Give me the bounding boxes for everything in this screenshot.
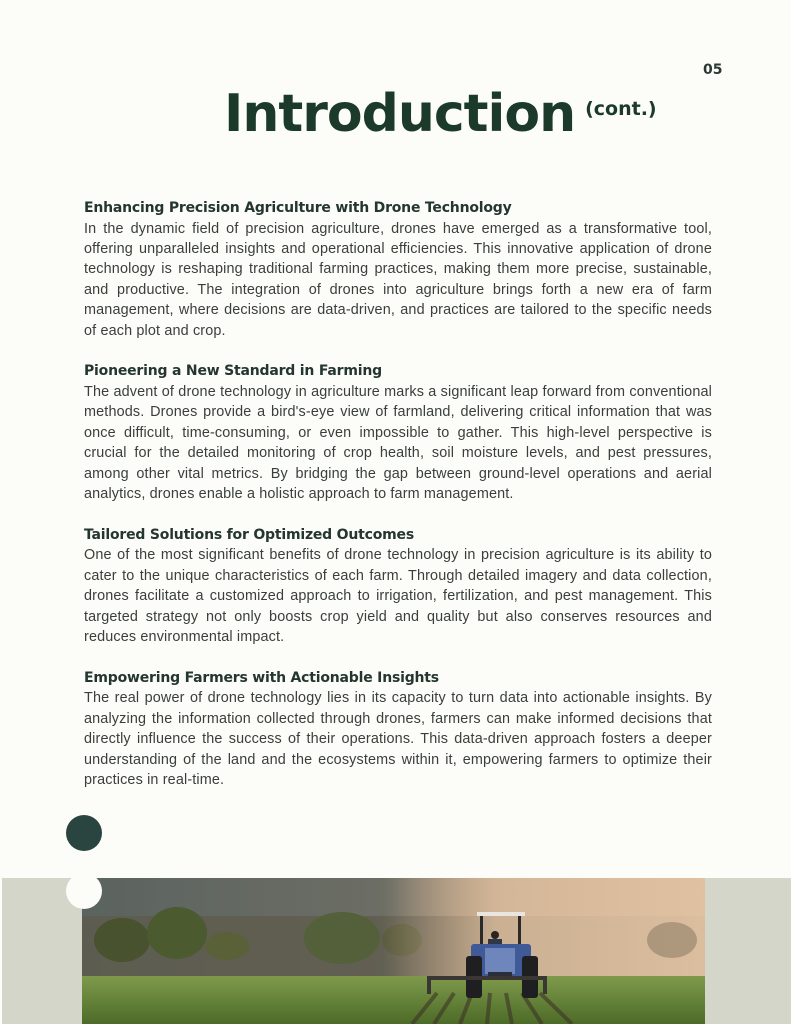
section-paragraph: One of the most significant benefits of drone technology in precision agriculture is its ability to cater to the unique characteristics of each farm. Through detailed imagery and data collection, drones facilitate a customized approach to irrigation, fertilization, and pest management. This targeted strategy not only boosts crop yield and quality but also conserves resources and reduces environmental impact. [84,547,712,645]
section-paragraph: In the dynamic field of precision agriculture, drones have emerged as a transformative tool, offering unparalleled insights and operational efficiencies. This innovative application of drone technology is reshaping traditional farming practices, making them more precise, sustainable, and productive. The integration of drones into agriculture brings forth a new era of farm management, where decisions are data-driven, and practices are tailored to the specific needs of each plot and crop. [84,220,712,339]
section-heading: Enhancing Precision Agriculture with Drone Technology [84,200,512,216]
page-title-block [224,84,657,144]
content-body [84,198,712,811]
section-paragraph: The advent of drone technology in agriculture marks a significant leap forward from conventional methods. Drones provide a bird's-eye view of farmland, delivering critical information that was once difficult, time-consuming, or even impossible to gather. This high-level perspective is crucial for the detailed monitoring of crop health, soil moisture levels, and pest pressures, among other vital metrics. By bridging the gap between ground-level operations and aerial analytics, drones enable a holistic approach to farm management. [84,383,712,502]
tractor-field-illustration [82,878,705,1024]
page-title-suffix: (cont.) [585,98,657,120]
decorative-dot-dark [66,815,102,851]
section-empowering [84,668,712,791]
page-title: Introduction [224,84,576,144]
section-heading: Tailored Solutions for Optimized Outcomes [84,526,414,543]
section-heading: Empowering Farmers with Actionable Insights [84,669,439,686]
section-enhancing [84,198,712,341]
section-tailored [84,525,712,648]
section-heading: Pioneering a New Standard in Farming [84,363,382,380]
section-paragraph: The real power of drone technology lies in its capacity to turn data into actionable insights. By analyzing the information collected through drones, farmers can make informed decisions that directly influence the success of their operations. This data-driven approach fosters a deeper understanding of the land and the ecosystems within it, empowering farmers to optimize their practices in real-time. [84,690,712,789]
page-number: 05 [703,62,723,78]
decorative-dot-light [66,873,102,909]
tractor-field-photo [82,878,705,1024]
section-pioneering [84,361,712,504]
